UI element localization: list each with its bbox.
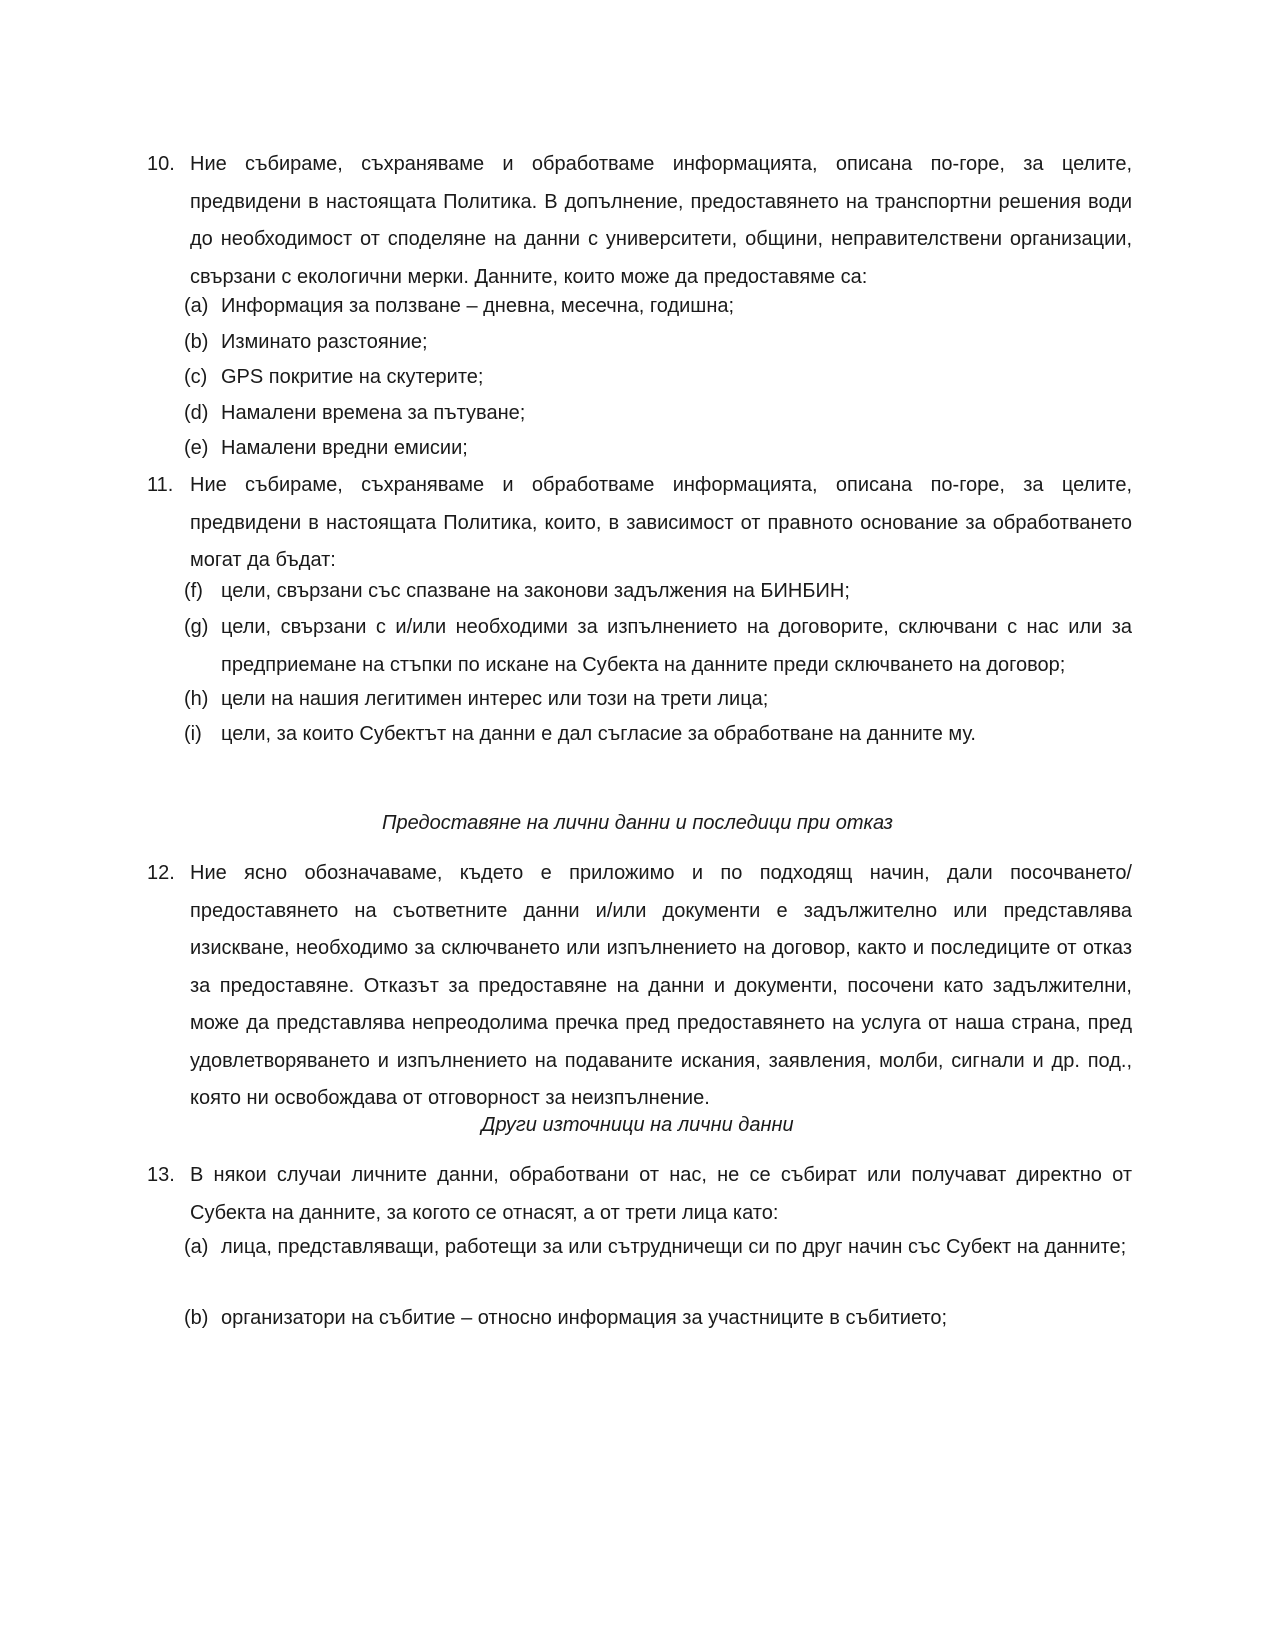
list-item-text: Информация за ползване – дневна, месечна, годишна;: [221, 295, 735, 317]
list-item: [184, 395, 1132, 433]
list-item-label: (h): [184, 688, 209, 710]
list-item-text: цели, за които Субектът на данни е дал съгласие за обработване на данните му.: [221, 723, 976, 745]
list-item: [184, 359, 1132, 397]
clause-text: Ние ясно обозначаваме, където е приложимо и по подходящ начин, дали посочването/ предоставянето на съответните данни и/или документи е задължително или представлява изискване, необходимо за сключването или изпълнението на договор, както и последиците от отказ за предоставяне. Отказът за предоставяне на данни и документи, посочени като задължителни, може да представлява непреодолима пречка пред предоставянето на услуга от наша страна, пред удовлетворяването и изпълнението на подаваните искания, заявления, молби, сигнали и др. под., която ни освобождава от отговорност за неизпълнение.: [190, 862, 1132, 1109]
list-item: [184, 324, 1132, 362]
clause-text: В някои случаи личните данни, обработвани от нас, не се събират или получават директно от Субекта на данните, за когото се отнасят, а от трети лица като:: [190, 1164, 1132, 1224]
list-item-text: лица, представляващи, работещи за или сътрудничещи си по друг начин със Субект на данните;: [221, 1236, 1127, 1258]
clause-text: Ние събираме, съхраняваме и обработваме информацията, описана по-горе, за целите, предвидени в настоящата Политика. В допълнение, предоставянето на транспортни решения води до необходимост от споделяне на данни с университети, общини, неправителствени организации, свързани с екологични мерки. Данните, които може да предоставяме са:: [190, 153, 1132, 288]
list-item-text: цели, свързани с и/или необходими за изпълнението на договорите, сключвани с нас или за предприемане на стъпки по искане на Субекта на данните преди сключването на договор;: [221, 616, 1132, 676]
list-item-label: (e): [184, 437, 209, 459]
clause-text: Ние събираме, съхраняваме и обработваме информацията, описана по-горе, за целите, предвидени в настоящата Политика, които, в зависимост от правното основание за обработването могат да бъдат:: [190, 474, 1132, 571]
section-heading: Предоставяне на лични данни и последици при отказ: [382, 812, 893, 834]
list-item: [184, 288, 1132, 326]
list-item-label: (f): [184, 580, 203, 602]
clause-number: 12.: [147, 862, 175, 884]
list-item-text: цели на нашия легитимен интерес или този на трети лица;: [221, 688, 769, 710]
list-item-text: Намалени времена за пътуване;: [221, 402, 526, 424]
section-heading: Други източници на лични данни: [481, 1114, 794, 1136]
list-item: [184, 573, 1132, 611]
list-item-label: (g): [184, 616, 209, 638]
clause-10: [147, 146, 1132, 296]
list-item-label: (b): [184, 1307, 209, 1329]
list-item-text: организатори на събитие – относно информация за участниците в събитието;: [221, 1307, 948, 1329]
list-item-text: цели, свързани със спазване на законови задължения на БИНБИН;: [221, 580, 850, 602]
clause-number: 13.: [147, 1164, 175, 1186]
clause-number: 11.: [147, 474, 174, 496]
list-item-text: Намалени вредни емисии;: [221, 437, 468, 459]
list-item-text: Изминато разстояние;: [221, 331, 428, 353]
clause-11: [147, 467, 1132, 580]
clause-13: [147, 1157, 1132, 1232]
list-item-label: (c): [184, 366, 208, 388]
list-item-label: (d): [184, 402, 209, 424]
list-item: [184, 430, 1132, 468]
list-item: [184, 1300, 1132, 1338]
list-item: [184, 716, 1132, 754]
list-item: [184, 681, 1132, 719]
list-item: [184, 1229, 1132, 1267]
list-item-label: (i): [184, 723, 202, 745]
clause-12: [147, 855, 1132, 1118]
list-item-label: (a): [184, 1236, 209, 1258]
list-item: [184, 609, 1132, 684]
clause-number: 10.: [147, 153, 175, 175]
list-item-label: (b): [184, 331, 209, 353]
list-item-label: (a): [184, 295, 209, 317]
list-item-text: GPS покритие на скутерите;: [221, 366, 484, 388]
